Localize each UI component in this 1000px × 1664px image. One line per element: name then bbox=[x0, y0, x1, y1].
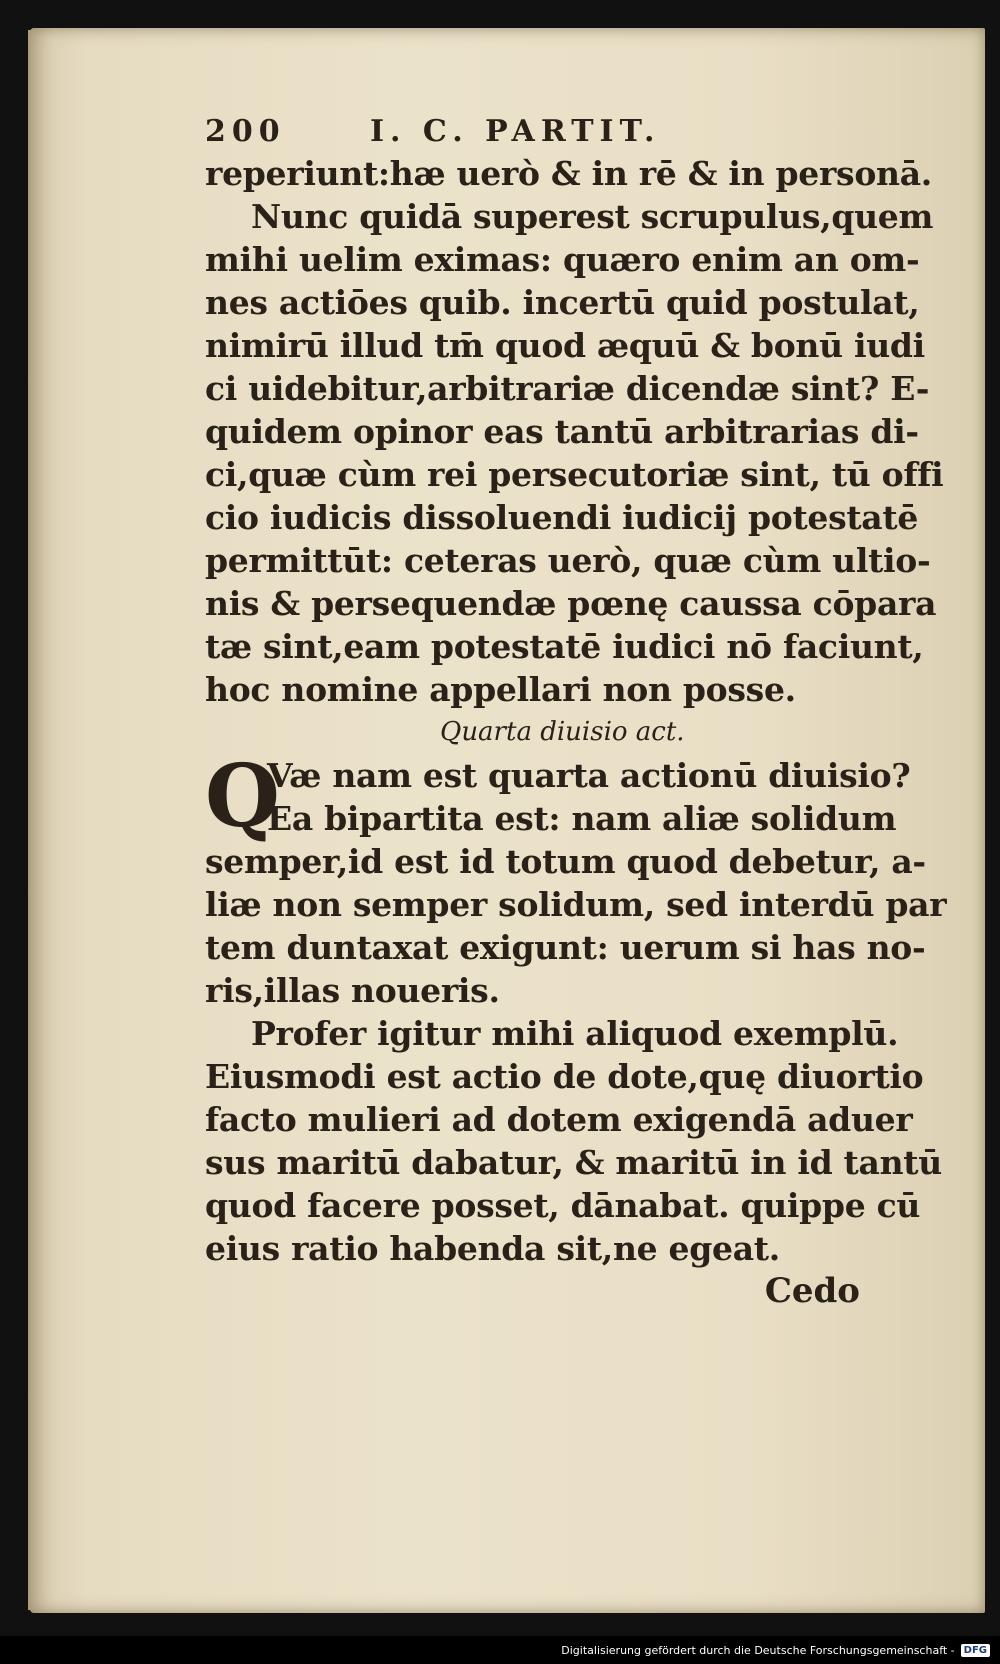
text-line: Nunc quidā superest scrupulus,quem bbox=[251, 197, 934, 236]
text-line: eius ratio habenda sit,ne egeat. bbox=[205, 1229, 780, 1268]
text-line: mihi uelim eximas: quæro enim an om- bbox=[205, 240, 920, 279]
text-line: cio iudicis dissoluendi iudicij potestatē bbox=[205, 498, 919, 537]
text-block bbox=[205, 112, 947, 1313]
text-line: Ea bipartita est: nam aliæ solidum bbox=[267, 799, 897, 838]
page-number: 200 bbox=[205, 114, 286, 149]
text-line: nis & persequendæ pœnę caussa cōpara bbox=[205, 584, 937, 623]
drop-cap: Q bbox=[205, 746, 280, 847]
drop-cap-block bbox=[205, 746, 911, 847]
text-line: reperiunt:hæ uerò & in rē & in personā. bbox=[205, 154, 932, 193]
catchword: Cedo bbox=[764, 1271, 860, 1311]
text-line: facto mulieri ad dotem exigendā aduer bbox=[205, 1100, 913, 1139]
text-line: ci,quæ cùm rei persecutoriæ sint, tū offi bbox=[205, 455, 944, 494]
text-line: ci uidebitur,arbitrariæ dicendæ sint? E- bbox=[205, 369, 930, 408]
text-line: quidem opinor eas tantū arbitrarias di- bbox=[205, 412, 919, 451]
digitization-footer bbox=[0, 1636, 1000, 1664]
text-line: semper,id est id totum quod debetur, a- bbox=[205, 842, 926, 881]
text-line: tem duntaxat exigunt: uerum si has no- bbox=[205, 928, 926, 967]
text-line: hoc nomine appellari non posse. bbox=[205, 670, 796, 709]
dfg-logo-icon: DFG bbox=[961, 1644, 990, 1657]
text-line: Profer igitur mihi aliquod exemplū. bbox=[251, 1014, 899, 1053]
text-line: nimirū illud tm̄ quod æquū & bonū iudi bbox=[205, 326, 925, 365]
footer-credit: Digitalisierung gefördert durch die Deutsche Forschungsgemeinschaft - bbox=[561, 1643, 955, 1657]
text-line: Væ nam est quarta actionū diuisio? bbox=[267, 756, 911, 795]
text-line: ris,illas noueris. bbox=[205, 971, 500, 1010]
text-line: quod facere posset, dānabat. quippe cū bbox=[205, 1186, 921, 1225]
text-line: Eiusmodi est actio de dote,quę diuortio bbox=[205, 1057, 924, 1096]
text-line: liæ non semper solidum, sed interdū par bbox=[205, 885, 947, 924]
text-line: tæ sint,eam potestatē iudici nō faciunt, bbox=[205, 627, 924, 666]
running-head bbox=[205, 112, 905, 152]
running-title: I. C. PARTIT. bbox=[370, 114, 661, 149]
text-line: sus maritū dabatur, & maritū in id tantū bbox=[205, 1143, 942, 1182]
text-line: nes actiōes quib. incertū quid postulat, bbox=[205, 283, 920, 322]
text-line: permittūt: ceteras uerò, quæ cùm ultio- bbox=[205, 541, 931, 580]
section-subheading: Quarta diuisio act. bbox=[440, 717, 685, 747]
